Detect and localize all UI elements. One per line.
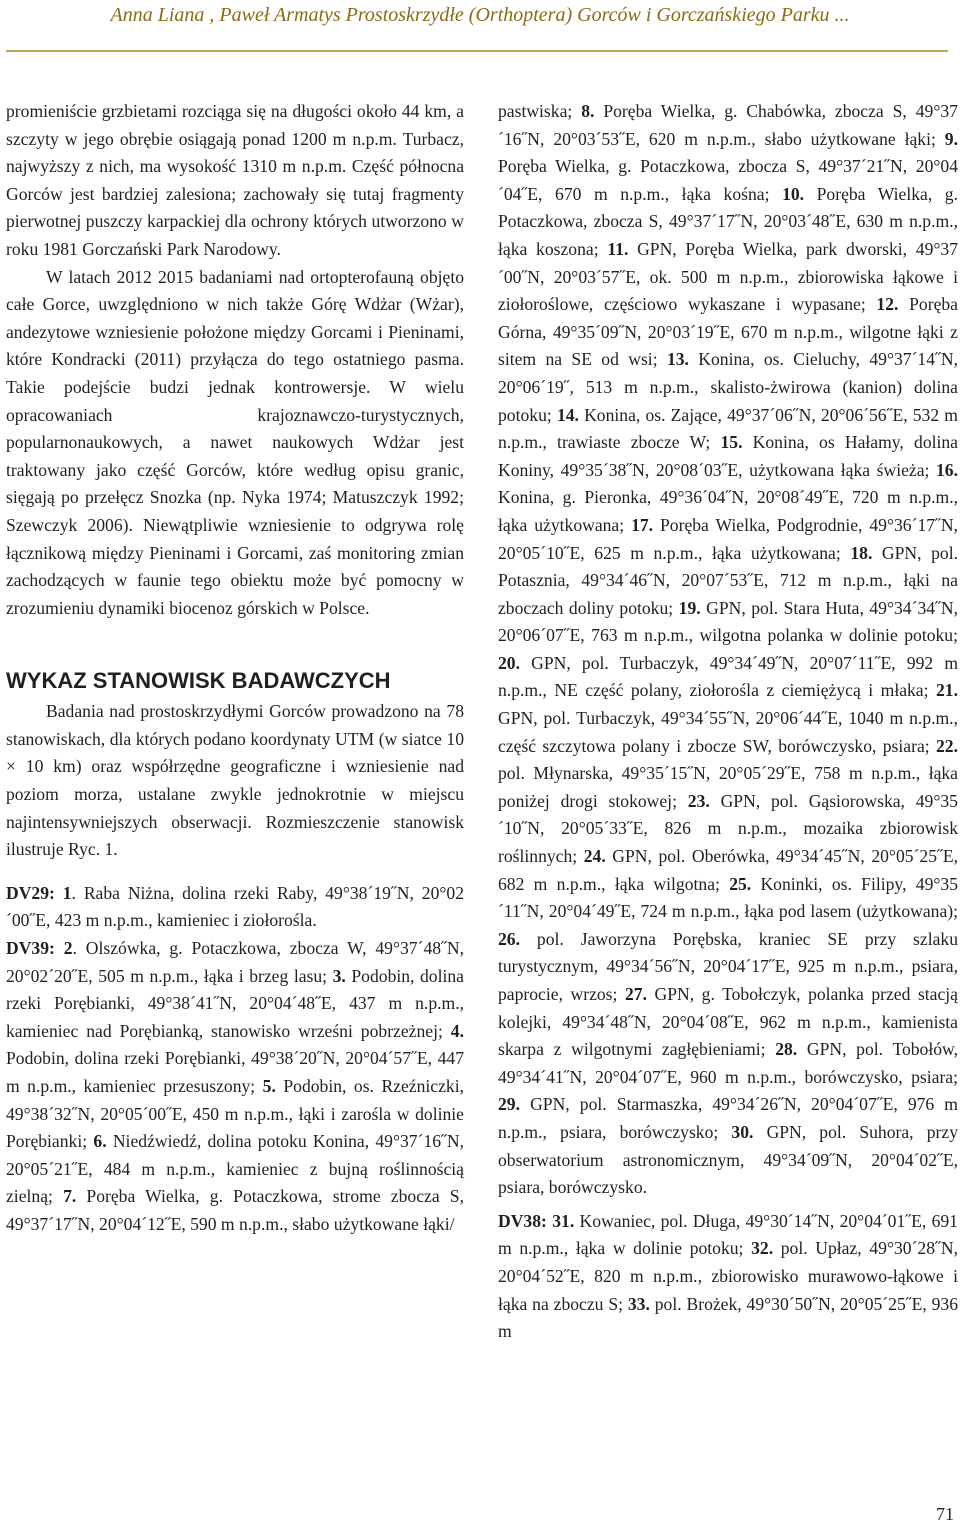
- station-number: 14.: [556, 404, 579, 425]
- station-description: GPN, pol. Turbaczyk, 49°34´55˝N, 20°06´44˝E, 1040 m n.p.m., część szczytowa polany i zbocze SW, borówczysko, psiara;: [498, 708, 958, 756]
- station-number: 9.: [944, 128, 958, 149]
- station-description: Niedźwiedź, dolina potoku Konina, 49°37´16˝N, 20°05´21˝E, 484 m n.p.m., kamieniec z bujną roślinnością zielną;: [6, 1131, 465, 1207]
- station-description: GPN, pol. Oberówka, 49°34´45˝N, 20°05´25˝E, 682 m n.p.m., łąka wilgotna;: [498, 846, 959, 894]
- station-description: GPN, pol. Tobołów, 49°34´41˝N, 20°04´07˝E, 960 m n.p.m., borówczysko, psiara;: [498, 1039, 958, 1087]
- station-number: 29.: [498, 1094, 520, 1115]
- station-description: pol. Młynarska, 49°35´15˝N, 20°05´29˝E, 758 m n.p.m., łąka poniżej drogi stokowej;: [498, 763, 958, 811]
- station-list-dv38: [498, 1208, 958, 1346]
- utm-square-label: DV38:: [498, 1210, 547, 1231]
- station-description: Poręba Wielka, g. Potaczkowa, zbocza S, 49°37´21˝N, 20°04´04˝E, 670 m n.p.m., łąka kośna;: [498, 156, 958, 204]
- station-number: 4.: [450, 1020, 464, 1041]
- intro-paragraph: promieniście grzbietami rozciąga się na długości około 44 km, a szczyty w jego obrębie osiągają ponad 1200 m n.p.m. Turbacz, najwyższy z nich, ma wysokość 1310 m n.p.m. Część północna Gorców jest bardziej zalesiona; zachowały się tutaj fragmenty pierwotnej puszczy karpackiej dla ochrony których utworzono w roku 1981 Gorczański Park Narodowy.: [6, 101, 464, 259]
- running-header: Anna Liana , Paweł Armatys Prostoskrzydłe (Orthoptera) Gorców i Gorczańskiego Parku ...: [110, 4, 850, 26]
- station-description: Podobin, dolina rzeki Porębianki, 49°38´20˝N, 20°04´57˝E, 447 m n.p.m., kamieniec przesuszony;: [6, 1048, 464, 1096]
- station-number: 2: [63, 938, 73, 959]
- section-heading: WYKAZ STANOWISK BADAWCZYCH: [6, 668, 391, 694]
- station-description: Podobin, os. Rzeźniczki, 49°38´32˝N, 20°05´00˝E, 450 m n.p.m., łąki i zarośla w dolinie Porębianki;: [6, 1076, 464, 1152]
- station-description: Konina, os Hałamy, dolina Koniny, 49°35´38˝N, 20°08´03˝E, użytkowana łąka świeża;: [498, 432, 958, 480]
- station-number: 24.: [583, 846, 606, 867]
- station-number: 13.: [666, 349, 689, 370]
- station-description: pol. Brożek, 49°30´50˝N, 20°05´25˝E, 936 m: [498, 1293, 958, 1342]
- station-description: pol. Jaworzyna Porębska, kraniec SE przy szlaku turystycznym, 49°34´56˝N, 20°04´17˝E, 925 m n.p.m., psiara, paprocie, wrzos;: [498, 928, 958, 1004]
- station-number: 32.: [751, 1238, 774, 1259]
- station-number: 26.: [498, 928, 520, 949]
- station-list-dv39: [6, 935, 464, 1239]
- station-description: Poręba Górna, 49°35´09˝N, 20°03´19˝E, 670 m n.p.m., wilgotne łąki z sitem na SE od wsi;: [498, 294, 958, 370]
- right-column: [498, 98, 958, 1346]
- station-number: 20.: [498, 652, 520, 673]
- station-description: Podobin, dolina rzeki Porębianki, 49°38´41˝N, 20°04´48˝E, 437 m n.p.m., kamieniec nad Porębianką, stanowisko wrześni pobrzeżnej;: [6, 965, 464, 1041]
- station-number: 18.: [850, 542, 873, 563]
- station-number: 28.: [775, 1039, 798, 1060]
- station-number: 11.: [607, 238, 629, 259]
- station-number: 30.: [731, 1121, 754, 1142]
- station-number: 7.: [63, 1186, 77, 1207]
- station-number: 21.: [936, 680, 958, 701]
- station-description: pastwiska;: [498, 101, 582, 121]
- station-description: Koninki, os. Filipy, 49°35´11˝N, 20°04´49˝E, 724 m n.p.m., łąka pod lasem (użytkowana);: [498, 873, 958, 922]
- left-column: [6, 98, 464, 1239]
- station-description: pol. Upłaz, 49°30´28˝N, 20°04´52˝E, 820 m n.p.m., zbiorowisko murawowo-łąkowe i łąka na zboczu S;: [498, 1238, 958, 1314]
- station-description: Konina, g. Pieronka, 49°36´04˝N, 20°08´49˝E, 720 m n.p.m., łąka użytkowana;: [498, 487, 958, 535]
- station-description: GPN, pol. Suhora, przy obserwatorium astronomicznym, 49°34´09˝N, 20°04´02˝E, psiara, borówczysko.: [498, 1121, 958, 1198]
- station-number: 12.: [876, 294, 899, 315]
- header-rule: [6, 50, 948, 52]
- station-description: GPN, g. Tobołczyk, polanka przed stacją kolejki, 49°34´48˝N, 20°04´08˝E, 962 m n.p.m., kamienista skarpa z wilgotnymi zagłębieniami;: [498, 984, 958, 1060]
- station-number: 19.: [678, 597, 701, 618]
- station-number: 33.: [627, 1293, 650, 1314]
- station-number: 17.: [631, 514, 654, 535]
- station-description: GPN, pol. Potasznia, 49°34´46˝N, 20°07´53˝E, 712 m n.p.m., łąki na zboczach doliny potoku;: [498, 542, 958, 618]
- station-number: 8.: [581, 101, 595, 121]
- station-description: Poręba Wielka, g. Potaczkowa, strome zbocza S, 49°37´17˝N, 20°04´12˝E, 590 m n.p.m., słabo użytkowane łąki/: [6, 1186, 464, 1234]
- station-number: 5.: [262, 1076, 276, 1096]
- station-description: Konina, os. Zające, 49°37´06˝N, 20°06´56˝E, 532 m n.p.m., trawiaste zbocze W;: [498, 404, 958, 453]
- utm-square-label: DV29:: [6, 882, 55, 903]
- station-description: GPN, pol. Stara Huta, 49°34´34˝N, 20°06´07˝E, 763 m n.p.m., wilgotna polanka w dolinie potoku;: [498, 597, 958, 646]
- station-description: GPN, pol. Gąsiorowska, 49°35´10˝N, 20°05´33˝E, 826 m n.p.m., mozaika zbiorowisk roślinnych;: [498, 790, 958, 867]
- station-number: 10.: [782, 183, 805, 204]
- station-description: Poręba Wielka, g. Potaczkowa, zbocza S, 49°37´17˝N, 20°03´48˝E, 630 m n.p.m., łąka koszona;: [498, 183, 958, 259]
- station-description: Konina, os. Cieluchy, 49°37´14˝N, 20°06´19˝, 513 m n.p.m., skalisto-żwirowa (kanion) dolina potoku;: [498, 349, 958, 425]
- utm-square-label: DV39:: [6, 938, 55, 959]
- station-number: 3.: [332, 965, 346, 986]
- station-description: GPN, pol. Turbaczyk, 49°34´49˝N, 20°07´11˝E, 992 m n.p.m., NE część polany, ziołorośla z ciemiężycą i młaka;: [498, 652, 958, 701]
- station-description: . Olszówka, g. Potaczkowa, zbocza W, 49°37´48˝N, 20°02´20˝E, 505 m n.p.m., łąka i brzeg lasu;: [6, 938, 465, 986]
- station-number: 6.: [93, 1131, 107, 1152]
- station-number: 23.: [687, 790, 710, 811]
- station-description: Kowaniec, pol. Długa, 49°30´14˝N, 20°04´01˝E, 691 m n.p.m., łąka w dolinie potoku;: [498, 1210, 958, 1259]
- station-description: Poręba Wielka, Podgrodnie, 49°36´17˝N, 20°05´10˝E, 625 m n.p.m., łąka użytkowana;: [498, 514, 959, 563]
- station-description: GPN, Poręba Wielka, park dworski, 49°37´00˝N, 20°03´57˝E, ok. 500 m n.p.m., zbiorowiska łąkowe i ziołoroślowe, częściowo wykaszane i wypasane;: [498, 238, 958, 315]
- station-number: 16.: [936, 459, 958, 480]
- station-list-dv29: [6, 880, 464, 935]
- methods-paragraph: Badania nad prostoskrzydłymi Gorców prowadzono na 78 stanowiskach, dla których podano koordynaty UTM (w siatce 10 × 10 km) oraz współrzędne geograficzne i wzniesienie nad poziom morza, ustalane zwykle jednokrotnie w miejscu najintensywniejszych obserwacji. Rozmieszczenie stanowisk ilustruje Ryc. 1.: [6, 701, 464, 860]
- station-description: Poręba Wielka, g. Chabówka, zbocza S, 49°37´16˝N, 20°03´53˝E, 620 m n.p.m., słabo użytkowane łąki;: [498, 101, 958, 149]
- station-number: 1: [62, 882, 72, 903]
- station-number: 22.: [936, 735, 958, 756]
- station-number: 27.: [624, 984, 647, 1004]
- station-number: 31.: [552, 1210, 575, 1231]
- station-number: 15.: [720, 432, 743, 453]
- station-description: GPN, pol. Starmaszka, 49°34´26˝N, 20°04´07˝E, 976 m n.p.m., psiara, borówczysko;: [498, 1094, 958, 1142]
- station-list-continued: [498, 98, 958, 1202]
- station-number: 25.: [729, 873, 752, 894]
- page-number: 71: [936, 1504, 954, 1524]
- study-area-paragraph: W latach 2012 2015 badaniami nad ortopterofauną objęto całe Gorce, uwzględniono w nich także Górę Wdżar (Wżar), andezytowe wzniesienie położone między Gorcami i Pieninami, które Kondracki (2011) przyłącza do tego ostatniego pasma. Takie podejście budzi jednak kontrowersje. W wielu opracowaniach krajoznawczo-turystycznych, popularnonaukowych, a nawet naukowych Wdżar jest traktowany jako część Gorców, które według opisu granic, sięgają po przełęcz Snozka (np. Nyka 1974; Matuszczyk 1992; Szewczyk 2006). Niewątpliwie wzniesienie to odgrywa rolę łącznikową między Pieninami i Gorcami, zaś monitoring zmian zachodzących w faunie tego obiektu może być pomocny w zrozumieniu dynamiki biocenoz górskich w Polsce.: [6, 266, 464, 618]
- station-description: . Raba Niżna, dolina rzeki Raby, 49°38´19˝N, 20°02´00˝E, 423 m n.p.m., kamieniec i ziołorośla.: [6, 882, 464, 931]
